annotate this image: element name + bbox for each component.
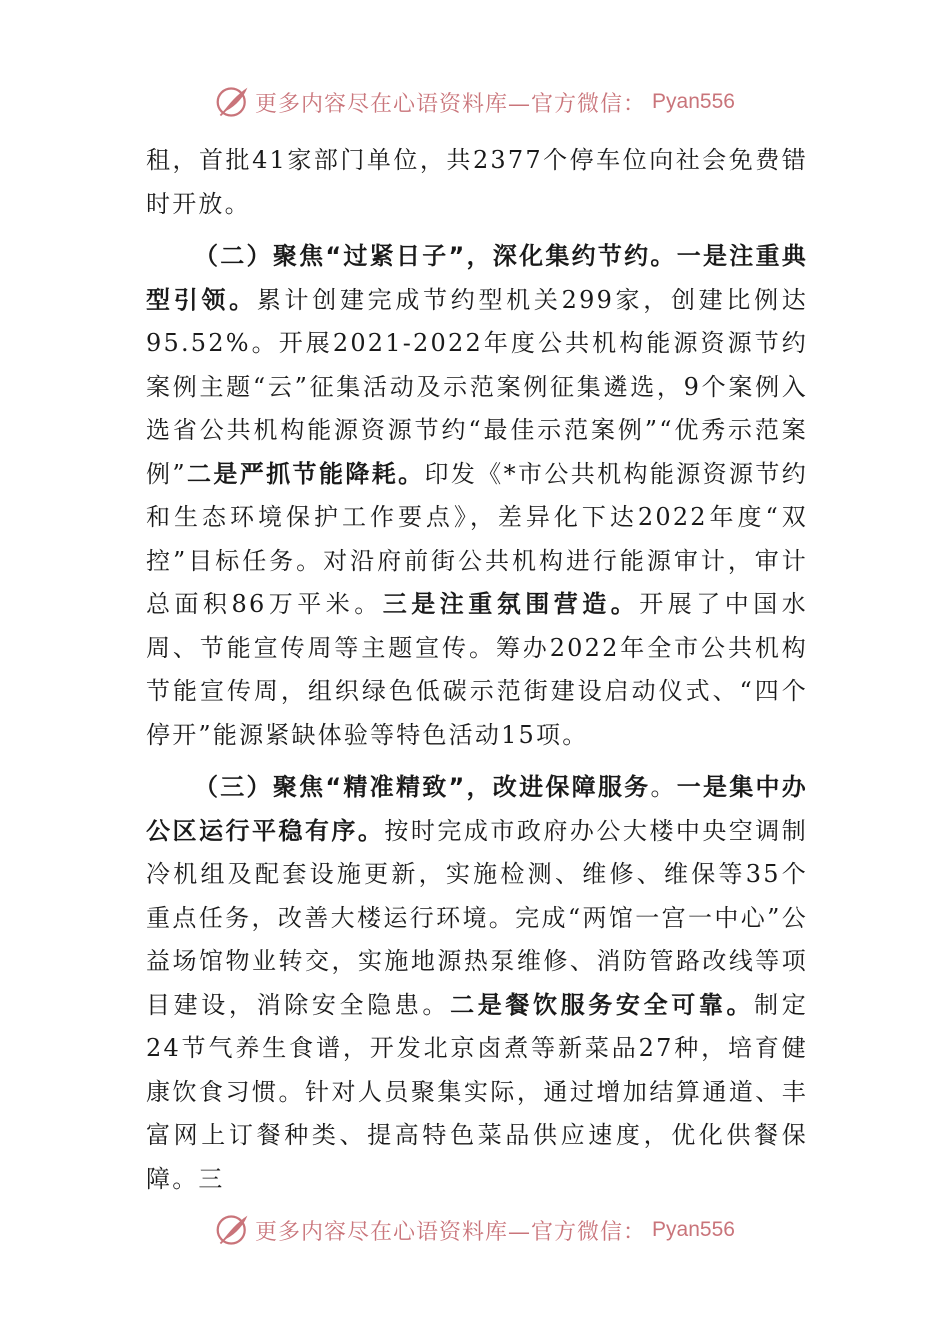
bold-heading-run: （三）聚焦“精准精致”，改进保障服务 xyxy=(194,773,651,801)
text-run: 按时完成市政府办公大楼中央空调制冷机组及配套设施更新，实施检测、维修、维保等35个重点任务，改善大楼运行环境。完成“两馆一宫一中心”公益场馆物业转交，实施地源热泵维修、消防管路改线等项目建设，消除安全隐患。 xyxy=(146,816,808,1019)
watermark-wechat-id: Pyan556 xyxy=(652,90,735,113)
watermark-text: 更多内容尽在心语资料库—官方微信： xyxy=(255,1219,647,1245)
bold-heading-run: 二是餐饮服务安全可靠。 xyxy=(450,990,755,1019)
bold-heading-run: 二是严抓节能降耗。 xyxy=(186,459,425,488)
header-watermark xyxy=(0,82,950,122)
bold-heading-run: （二）聚焦“过紧日子”，深化集约节约。一是注重典型引领。 xyxy=(146,242,808,314)
text-run: 开展了中国水周、节能宣传周等主题宣传。筹办2022年全市公共机构节能宣传周，组织绿色低碳示范街建设启动仪式、“四个停开”能源紧缺体验等特色活动15项。 xyxy=(146,590,809,749)
text-run: 制定24节气养生食谱，开发北京卤煮等新菜品27种，培育健康饮食习惯。针对人员聚集实际，通过增加结算通道、丰富网上订餐种类、提高特色菜品供应速度，优化供餐保障。三 xyxy=(146,990,808,1193)
footer-watermark xyxy=(0,1210,950,1250)
feather-pen-logo-icon xyxy=(215,1212,251,1248)
text-run: 租，首批41家部门单位，共2377个停车位向社会免费错时开放。 xyxy=(146,146,808,218)
watermark-text: 更多内容尽在心语资料库—官方微信： xyxy=(255,91,647,117)
bold-heading-run: 三是注重氛围营造。 xyxy=(382,590,640,618)
text-run: 累计创建完成节约型机关299家，创建比例达95.52%。开展2021-2022年度公共机构能源资源节约案例主题“云”征集活动及示范案例征集遴选，9个案例入选省公共机构能源资源节约“最佳示范案例”“优秀示范案例” xyxy=(146,285,808,488)
feather-pen-logo-icon xyxy=(215,84,251,120)
text-run: 。 xyxy=(650,773,677,801)
paragraph-1 xyxy=(146,139,808,226)
document-body xyxy=(146,139,808,1201)
watermark-wechat-id: Pyan556 xyxy=(652,1218,735,1241)
bold-heading-run: 一是集中办公区运行平稳有序。 xyxy=(146,773,809,845)
text-run: 印发《*市公共机构能源资源节约和生态环境保护工作要点》，差异化下达2022年度“双控”目标任务。对沿府前街公共机构进行能源审计，审计总面积86万平米。 xyxy=(146,459,808,618)
paragraph-2 xyxy=(146,235,808,757)
paragraph-3 xyxy=(146,766,808,1201)
